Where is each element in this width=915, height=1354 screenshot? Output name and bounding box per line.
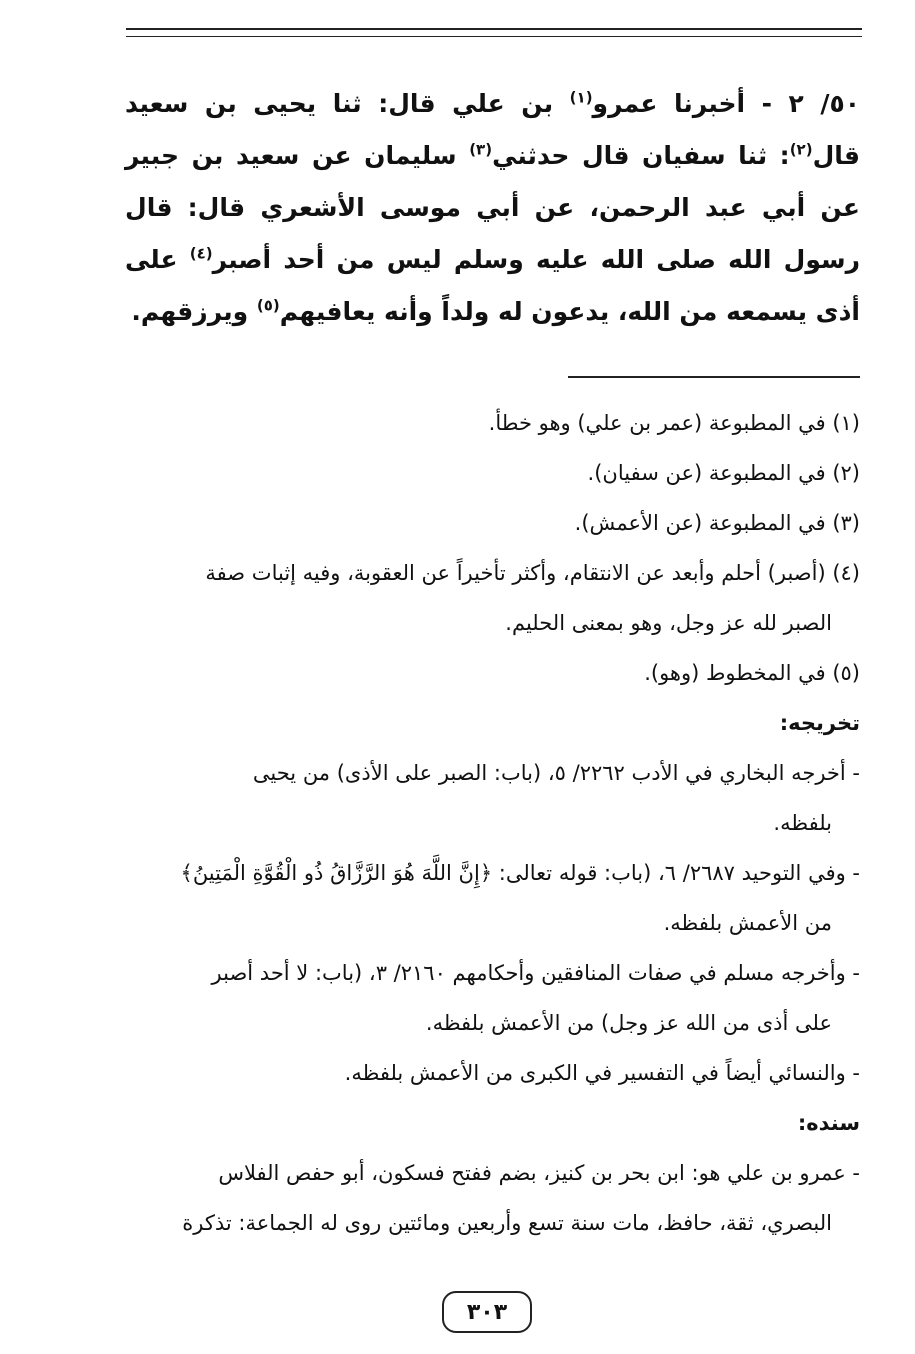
footnote-5: (٥) في المخطوط (وهو). [644, 661, 860, 685]
footnote-ref-2[interactable]: (٢) [789, 140, 813, 159]
footnote-2: (٢) في المطبوعة (عن سفيان). [587, 461, 860, 485]
hadith-paragraph [125, 78, 860, 338]
hadith-text [125, 78, 860, 338]
takhrij-item-line: على أذى من الله عز وجل) من الأعمش بلفظه. [425, 1011, 832, 1035]
sanad-line-1: - عمرو بن علي هو: ابن بحر بن كنيز، بضم ففتح فسكون، أبو حفص الفلاس [218, 1161, 860, 1185]
hadith-segment: : ثنا سفيان قال حدثني [492, 141, 790, 170]
footnote-3: (٣) في المطبوعة (عن الأعمش). [574, 511, 860, 535]
footnote-separator [568, 376, 860, 378]
takhrij-item-2 [125, 848, 860, 948]
takhrij-item-4 [125, 1048, 860, 1098]
footnote-ref-5[interactable]: (٥) [256, 296, 280, 315]
takhrij-item-line: - وفي التوحيد ٢٦٨٧/ ٦، (باب: قوله تعالى: ﴿إِنَّ اللَّهَ هُوَ الرَّزَّاقُ ذُو الْقُوَّةِ الْمَتِينُ﴾ [180, 861, 860, 885]
hadith-segment: ٥٠/ ٢ - أخبرنا عمرو [592, 89, 860, 118]
footnote-4-line-2: الصبر لله عز وجل، وهو بمعنى الحليم. [505, 611, 832, 635]
sanad-heading: سنده: [797, 1111, 860, 1135]
footnote-ref-1[interactable]: (١) [569, 88, 593, 107]
takhrij-item-1 [125, 748, 860, 848]
takhrij-item-line: - وأخرجه مسلم في صفات المنافقين وأحكامهم ٢١٦٠/ ٣، (باب: لا أحد أصبر [211, 961, 860, 985]
takhrij-item-3 [125, 948, 860, 1048]
footnote-4-line-1: (٤) (أصبر) أحلم وأبعد عن الانتقام، وأكثر تأخيراً عن العقوبة، وفيه إثبات صفة [205, 561, 860, 585]
hadith-segment: سليمان عن سعيد بن جبير عن أبي عبد الرحمن، عن أبي موسى الأشعري قال: قال رسول الله صلى الله عليه وسلم ليس من أحد أصبر [125, 141, 860, 274]
footnote-ref-4[interactable]: (٤) [189, 244, 213, 263]
header-rule-thick [126, 28, 862, 30]
footnotes-section [125, 398, 860, 1248]
header-rule-thin [126, 36, 862, 37]
takhrij-item-line: من الأعمش بلفظه. [663, 911, 832, 935]
page-number: ٣٠٣ [442, 1291, 532, 1333]
takhrij-item-line: بلفظه. [773, 811, 832, 835]
takhrij-item-line: - والنسائي أيضاً في التفسير في الكبرى من الأعمش بلفظه. [344, 1061, 860, 1085]
takhrij-item-line: - أخرجه البخاري في الأدب ٢٢٦٢/ ٥، (باب: الصبر على الأذى) من يحيى [252, 761, 860, 785]
hadith-segment: بن علي قال: ثنا يحيى بن سعيد قال [125, 89, 861, 170]
hadith-segment: على أذى يسمعه من الله، يدعون له ولداً وأنه يعافيهم [125, 245, 860, 326]
takhrij-heading: تخريجه: [779, 711, 860, 735]
hadith-segment: ويرزقهم. [131, 297, 257, 326]
footnote-1: (١) في المطبوعة (عمر بن علي) وهو خطأ. [488, 411, 860, 435]
footnote-ref-3[interactable]: (٣) [469, 140, 493, 159]
sanad-line-2: البصري، ثقة، حافظ، مات سنة تسع وأربعين ومائتين روى له الجماعة: تذكرة [182, 1211, 832, 1235]
